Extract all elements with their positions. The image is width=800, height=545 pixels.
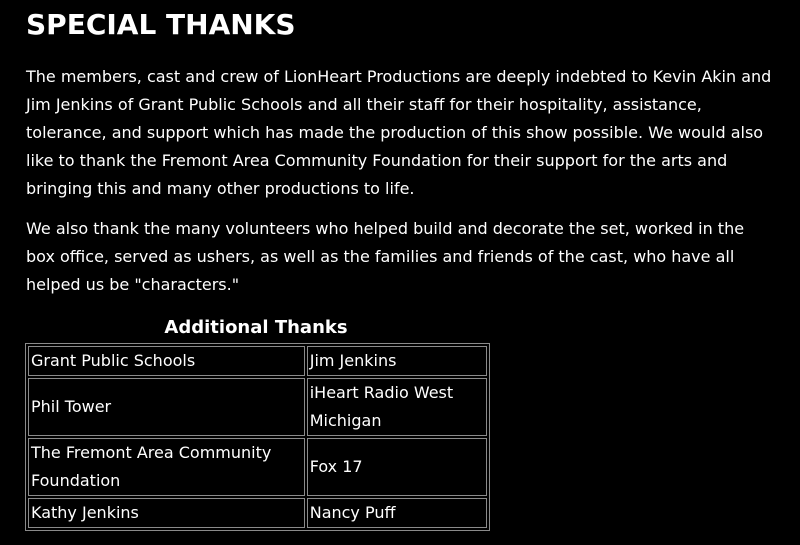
table-cell: iHeart Radio West Michigan [307, 378, 487, 436]
table-cell: Jim Jenkins [307, 346, 487, 376]
table-cell: Phil Tower [28, 378, 305, 436]
table-row [28, 438, 487, 496]
special-thanks-page [26, 0, 776, 299]
table-row [28, 346, 487, 376]
table-cell: Fox 17 [307, 438, 487, 496]
additional-thanks-section [26, 313, 490, 531]
table-cell: Nancy Puff [307, 498, 487, 528]
table-row [28, 378, 487, 436]
table-cell: Kathy Jenkins [28, 498, 305, 528]
thanks-paragraph-1: The members, cast and crew of LionHeart Productions are deeply indebted to Kevin Akin and Jim Jenkins of Grant Public Schools and all their staff for their hospitality, assistance, tolerance, and support which has made the production of this show possible. We would also like to thank the Fremont Area Community Foundation for their support for the arts and bringing this and many other productions to life. [26, 67, 772, 198]
table-cell: The Fremont Area Community Foundation [28, 438, 305, 496]
additional-thanks-title: Additional Thanks [164, 317, 348, 338]
table-cell: Grant Public Schools [28, 346, 305, 376]
additional-thanks-table [25, 343, 490, 531]
page-title: SPECIAL THANKS [26, 8, 296, 41]
thanks-paragraph-2: We also thank the many volunteers who helped build and decorate the set, worked in the box office, served as ushers, as well as the families and friends of the cast, who have all helped us be "characters." [26, 219, 745, 294]
table-row [28, 498, 487, 528]
